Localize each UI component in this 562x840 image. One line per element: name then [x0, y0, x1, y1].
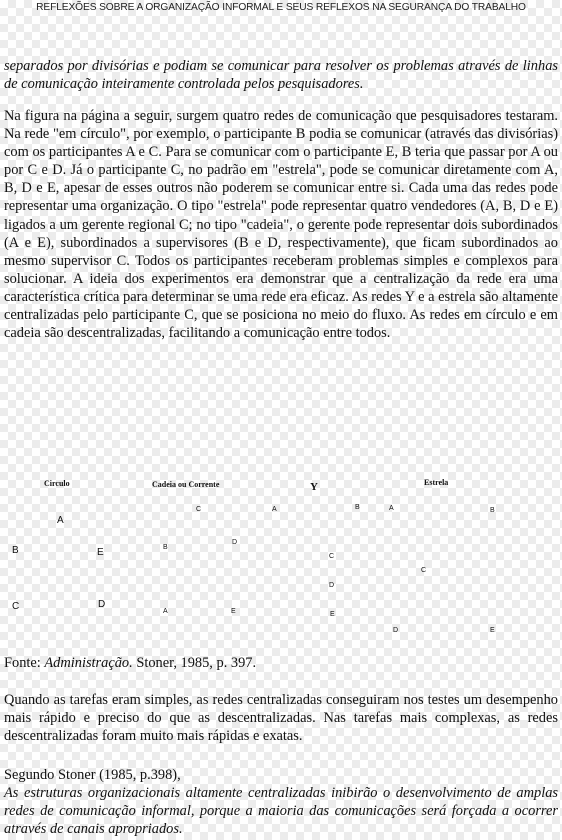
label-cadeia: Cadeia ou Corrente	[152, 480, 220, 489]
paragraph-results: Quando as tarefas eram simples, as redes centralizadas conseguiram nos testes um desempenho mais rápido e preciso do que as descentralizadas. Nas tarefas mais complexas, as redes descentralizadas foram muito mais rápidas e exatas.	[4, 692, 558, 745]
quote-block	[4, 766, 558, 838]
cadeia-node-b: B	[163, 544, 168, 551]
circulo-node-b: B	[12, 545, 19, 556]
label-circulo: Circulo	[44, 479, 70, 488]
y-node-c: C	[329, 553, 335, 560]
y-node-e: E	[330, 611, 335, 618]
y-node-d: D	[329, 582, 335, 589]
running-header: REFLEXÕES SOBRE A ORGANIZAÇÃO INFORMAL E SEUS REFLEXOS NA SEGURANÇA DO TRABALHO	[36, 2, 526, 13]
label-y: Y	[310, 481, 318, 493]
figure-source	[4, 654, 256, 672]
circulo-node-d: D	[98, 599, 106, 610]
source-book-title: Administração.	[44, 655, 133, 671]
estrela-node-c: C	[421, 567, 427, 574]
circulo-node-c: C	[12, 601, 20, 612]
cadeia-node-a: A	[163, 608, 168, 615]
estrela-node-a: A	[389, 505, 394, 512]
estrela-node-b: B	[490, 507, 495, 514]
y-node-a: A	[272, 506, 277, 513]
quote-intro: Segundo Stoner (1985, p.398),	[4, 767, 181, 783]
circulo-node-a: A	[57, 515, 64, 526]
source-prefix: Fonte:	[4, 655, 45, 671]
cadeia-node-e: E	[231, 608, 236, 615]
circulo-node-e: E	[97, 547, 104, 558]
paragraph-continuation: separados por divisórias e podiam se comunicar para resolver os problemas através de linhas de comunicação inteiramente controlada pelos pesquisadores.	[4, 58, 558, 93]
estrela-node-e: E	[490, 627, 495, 634]
source-details: Stoner, 1985, p. 397.	[132, 655, 257, 671]
cadeia-node-d: D	[232, 539, 238, 546]
y-node-b: B	[355, 504, 360, 511]
estrela-node-d: D	[393, 627, 399, 634]
quote-text: As estruturas organizacionais altamente centralizadas inibirão o desenvolvimento de amplas redes de comunicação informal, porque a maioria das comunicações será forçada a ocorrer através de canais apropriados.	[4, 785, 558, 838]
paragraph-networks: Na figura na página a seguir, surgem quatro redes de comunicação que pesquisadores testaram. Na rede "em círculo", por exemplo, o participante B podia se comunicar (através das divisórias) com os participantes A e C. Para se comunicar com o participante E, B teria que passar por A ou por C e D. Já o participante C, no padrão em "estrela", pode se comunicar diretamente com A, B, D e E, apesar de esses outros não poderem se comunicar entre si. Cada uma das redes pode representar uma organização. O tipo "estrela" pode representar quatro vendedores (A, B, D e E) ligados a um gerente regional C; no tipo "cadeia", o gerente pode representar dois subordinados (A e E), subordinados a supervisores (B e D, respectivamente), que ficam subordinados ao mesmo supervisor C. Todos os participantes receberam problemas simples e complexos para solucionar. A ideia dos experimentos era demonstrar que a centralização da rede era uma característica crítica para determinar se uma rede era eficaz. As redes Y e a estrela são altamente centralizadas pelo participante C, que se posiciona no meio do fluxo. As redes em círculo e em cadeia são descentralizadas, facilitando a comunicação entre todos.	[4, 108, 558, 342]
cadeia-node-c: C	[196, 506, 202, 513]
label-estrela: Estrela	[424, 478, 449, 487]
